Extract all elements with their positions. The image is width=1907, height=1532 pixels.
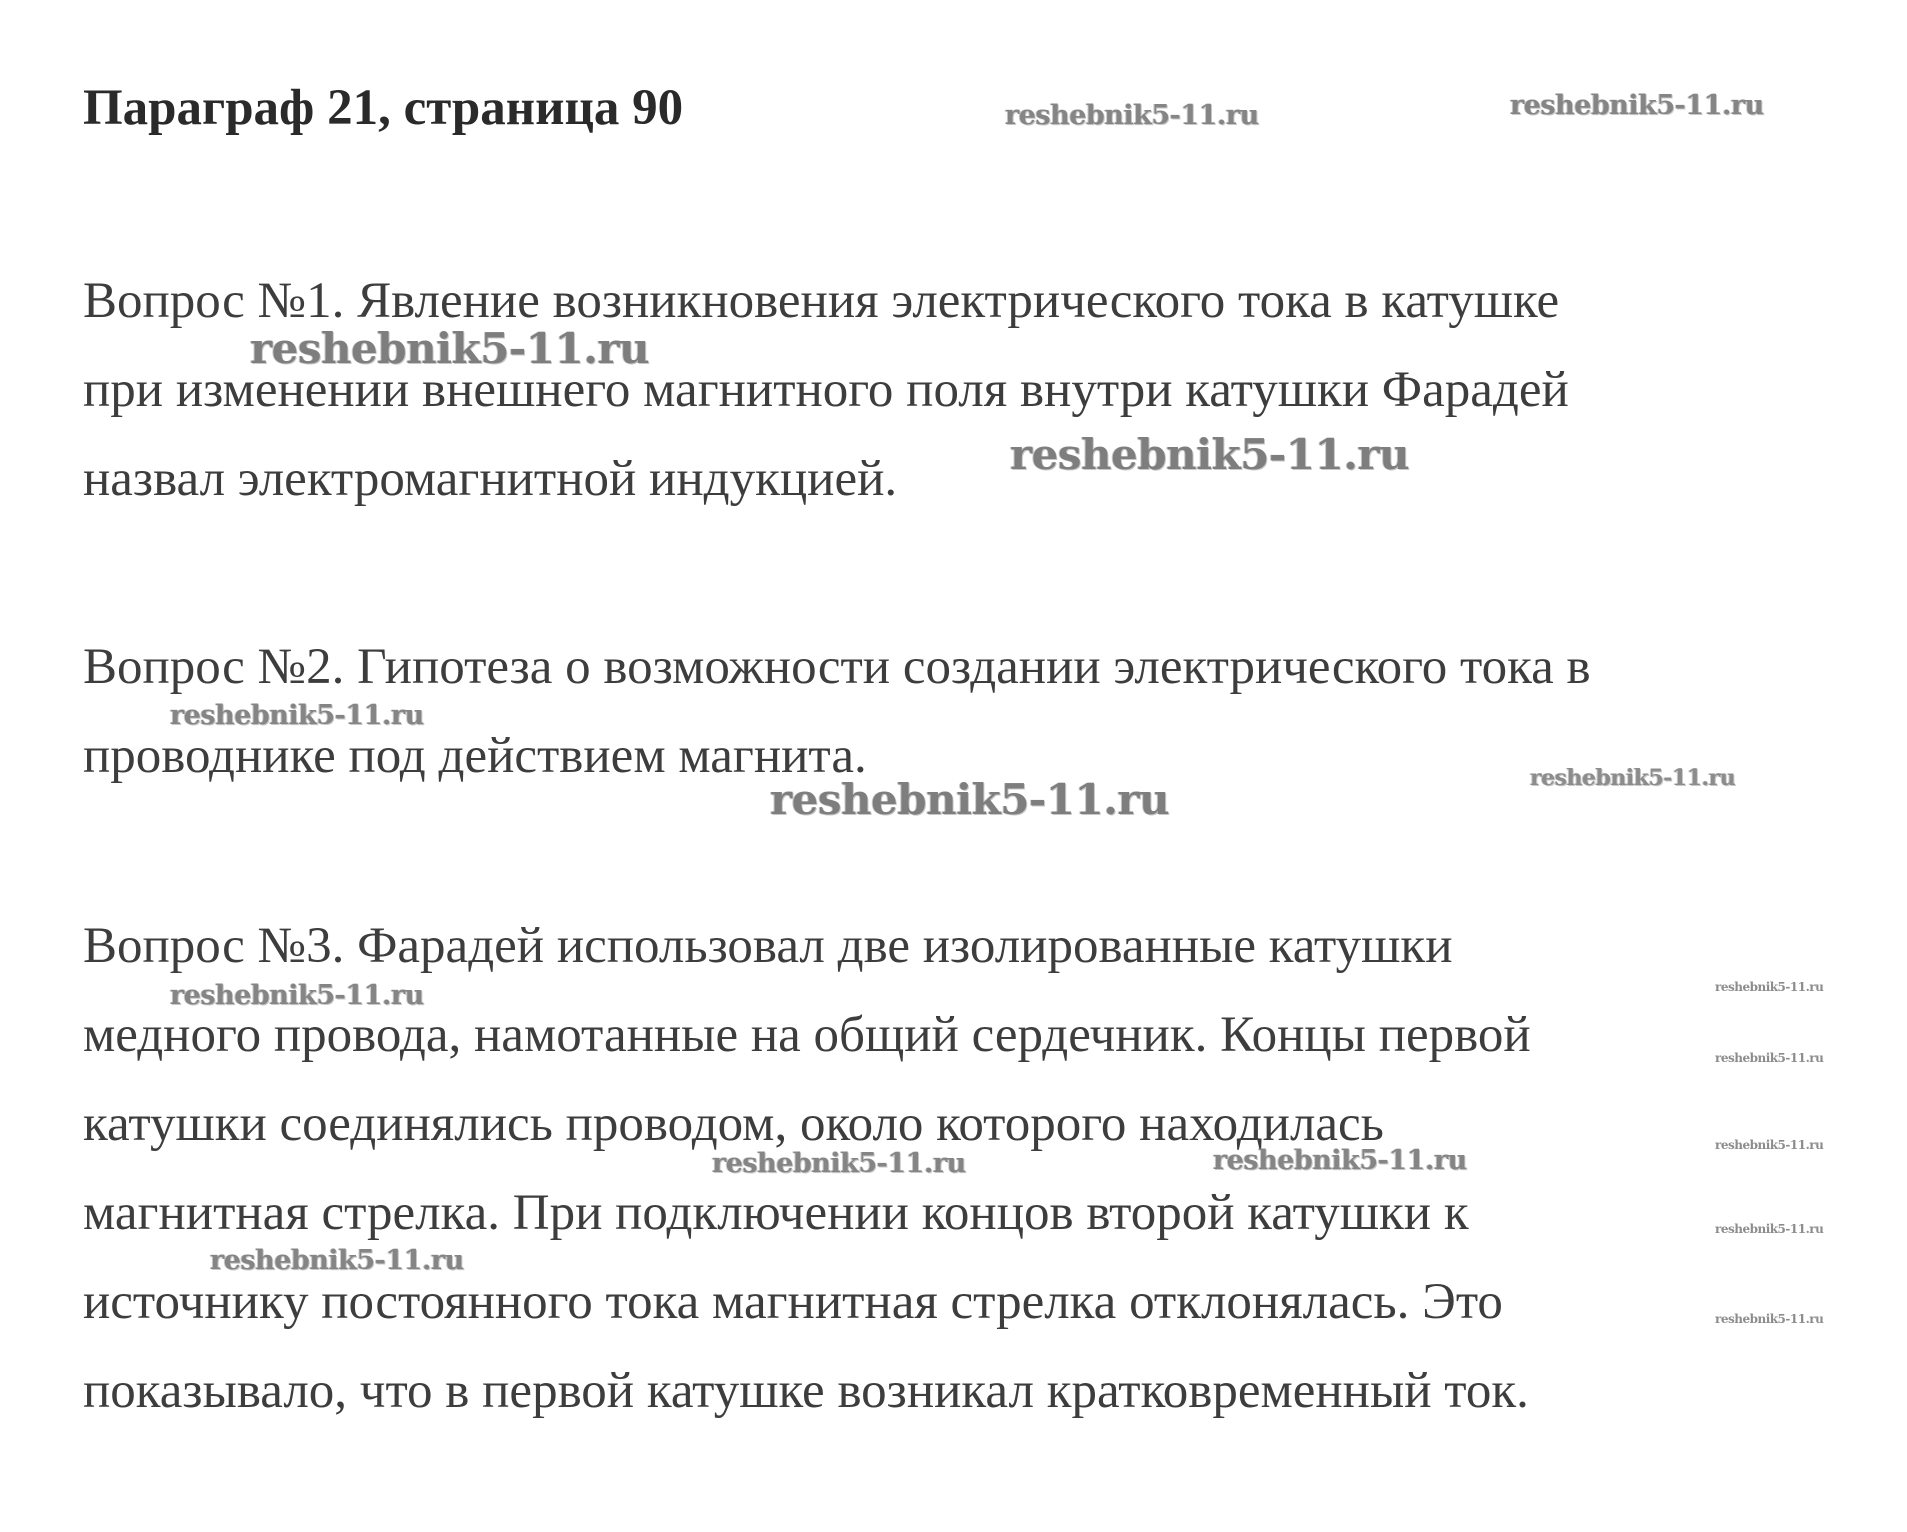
watermark: reshebnik5-11.ru [170, 700, 424, 731]
watermark: reshebnik5-11.ru [712, 1148, 966, 1179]
question-3-line-4: магнитная стрелка. При подключении концов второй катушки к [83, 1185, 1469, 1241]
question-3-line-5: источнику постоянного тока магнитная стрелка отклонялась. Это [83, 1274, 1503, 1330]
watermark: reshebnik5-11.ru [1005, 100, 1259, 131]
watermark: reshebnik5-11.ru [1715, 980, 1824, 994]
watermark: reshebnik5-11.ru [1530, 765, 1736, 791]
watermark: reshebnik5-11.ru [1715, 1312, 1824, 1326]
watermark: reshebnik5-11.ru [1010, 430, 1410, 479]
question-3-line-2: медного провода, намотанные на общий сердечник. Концы первой [83, 1007, 1531, 1063]
question-1-line-2: при изменении внешнего магнитного поля внутри катушки Фарадей [83, 362, 1569, 418]
question-2-line-1: Вопрос №2. Гипотеза о возможности создании электрического тока в [83, 639, 1591, 695]
page-title: Параграф 21, страница 90 [83, 80, 684, 136]
question-3-line-3: катушки соединялись проводом, около которого находилась [83, 1096, 1384, 1152]
watermark: reshebnik5-11.ru [1213, 1145, 1467, 1176]
watermark: reshebnik5-11.ru [1715, 1222, 1824, 1236]
watermark: reshebnik5-11.ru [210, 1245, 464, 1276]
watermark: reshebnik5-11.ru [1510, 90, 1764, 121]
question-1-line-1: Вопрос №1. Явление возникновения электрического тока в катушке [83, 273, 1560, 329]
question-3-line-6: показывало, что в первой катушке возникал кратковременный ток. [83, 1363, 1529, 1419]
question-3-line-1: Вопрос №3. Фарадей использовал две изолированные катушки [83, 918, 1453, 974]
watermark: reshebnik5-11.ru [1715, 1138, 1824, 1152]
question-2-line-2: проводнике под действием магнита. [83, 728, 867, 784]
watermark: reshebnik5-11.ru [250, 324, 650, 373]
watermark: reshebnik5-11.ru [770, 775, 1170, 824]
watermark: reshebnik5-11.ru [1715, 1051, 1824, 1065]
question-1-line-3: назвал электромагнитной индукцией. [83, 451, 898, 507]
question-1 [83, 257, 1569, 524]
watermark: reshebnik5-11.ru [170, 980, 424, 1011]
